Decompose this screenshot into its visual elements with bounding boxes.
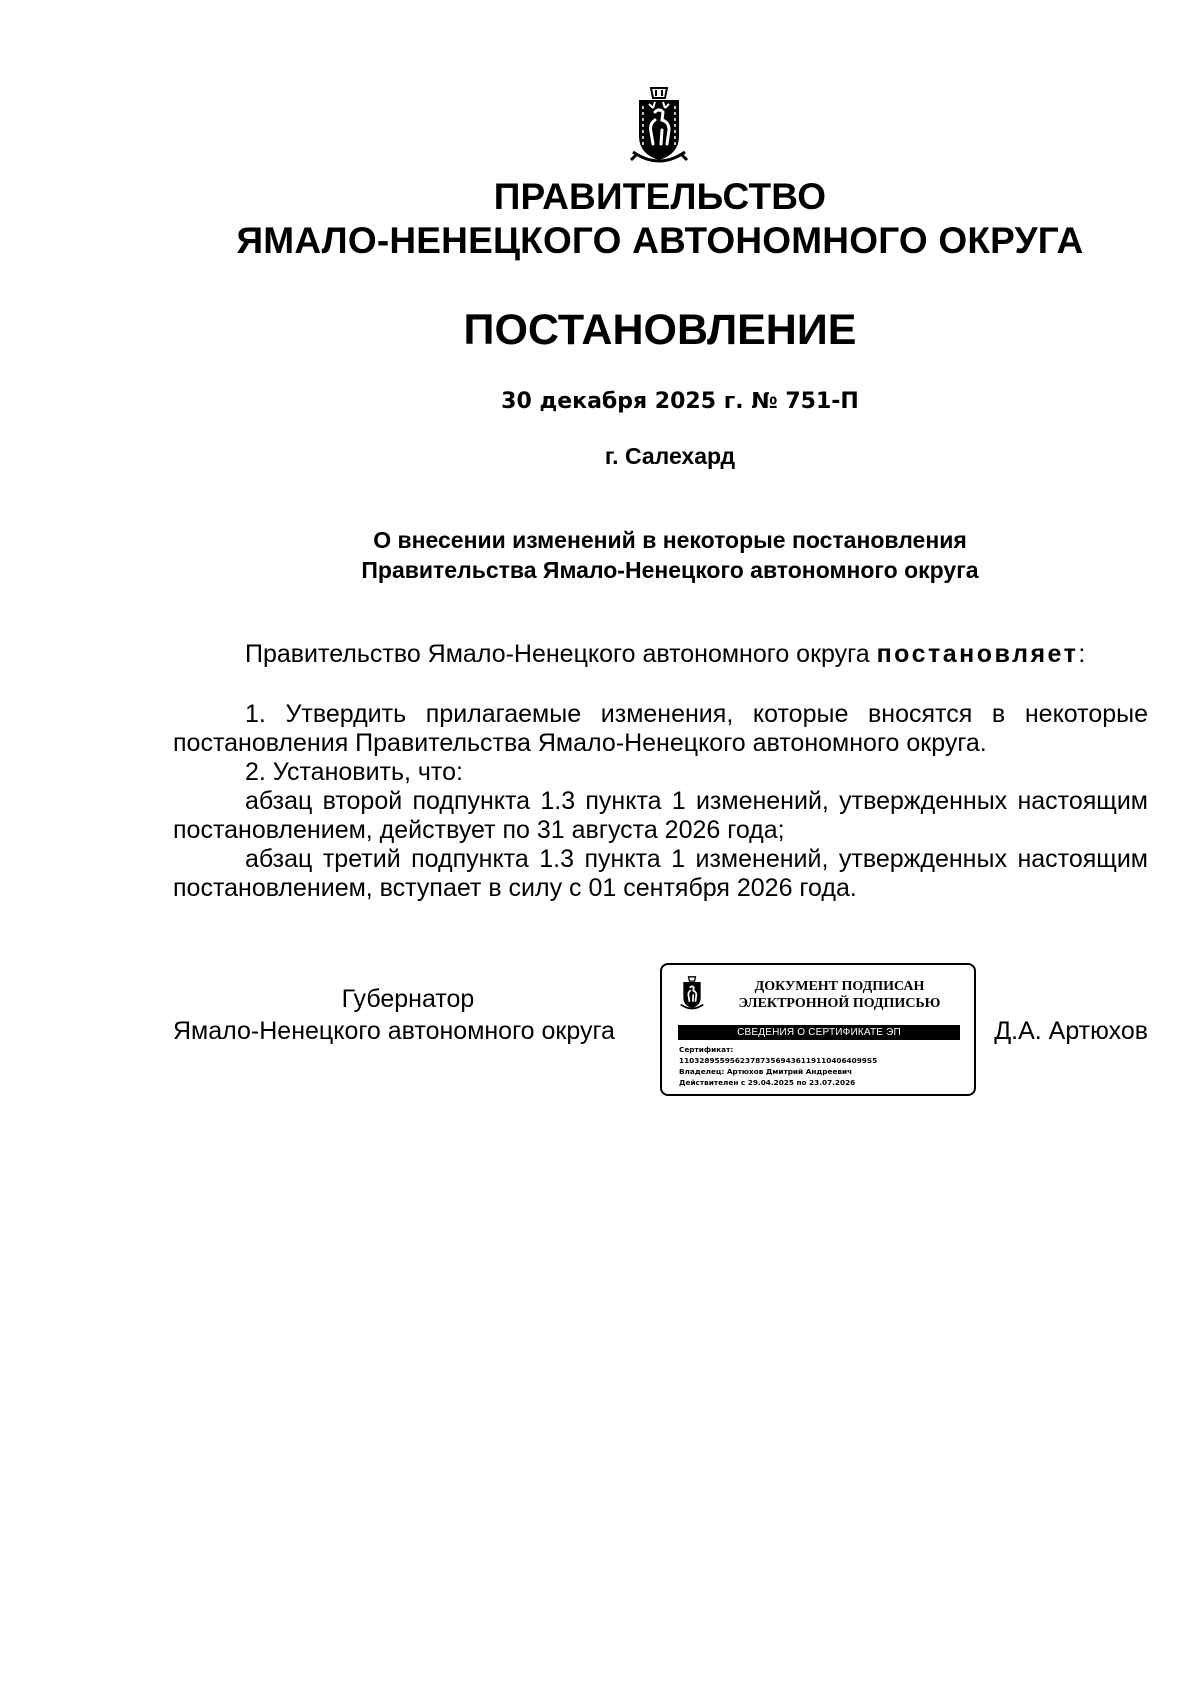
coat-of-arms-icon xyxy=(629,86,689,174)
org-title-line1: ПРАВИТЕЛЬСТВО xyxy=(493,176,827,217)
stamp-title-line2: ЭЛЕКТРОННОЙ ПОДПИСЬЮ xyxy=(738,996,941,1011)
intro-keyword: постановляет xyxy=(876,640,1079,668)
coat-of-arms-icon xyxy=(679,975,705,1015)
stamp-title xyxy=(717,978,962,1012)
certificate-validity: Действителен с 29.04.2025 по 23.07.2026 xyxy=(679,1078,856,1087)
subject-line2: Правительства Ямало-Ненецкого автономного округа xyxy=(361,557,979,583)
signatory-name: Д.А. Артюхов xyxy=(994,1017,1148,1045)
intro-suffix: : xyxy=(1078,640,1086,668)
subject-line1: О внесении изменений в некоторые постановления xyxy=(373,527,967,553)
paragraph: 1. Утвердить прилагаемые изменения, которые вносятся в некоторые постановления Правительства Ямало-Ненецкого автономного округа. xyxy=(173,700,1148,757)
paragraph: 2. Установить, что: xyxy=(245,758,463,786)
stamp-certificate-info xyxy=(679,1044,969,1088)
resolution-intro xyxy=(173,640,1148,669)
certificate-label: Сертификат: xyxy=(679,1045,734,1054)
document-date-number: 30 декабря 2025 г. № 751-П xyxy=(501,389,859,414)
document-city: г. Салехард xyxy=(604,443,736,469)
paragraph: абзац третий подпункта 1.3 пункта 1 изменений, утвержденных настоящим постановлением, вступает в силу с 01 сентября 2026 года. xyxy=(173,845,1148,902)
electronic-signature-stamp xyxy=(660,963,976,1096)
signatory-post xyxy=(173,983,643,1047)
stamp-title-line1: ДОКУМЕНТ ПОДПИСАН xyxy=(754,979,925,994)
resolution-items xyxy=(173,700,1148,903)
stamp-certificate-bar: СВЕДЕНИЯ О СЕРТИФИКАТЕ ЭП xyxy=(678,1025,960,1040)
paragraph: абзац второй подпункта 1.3 пункта 1 изменений, утвержденных настоящим постановлением, действует по 31 августа 2026 года; xyxy=(173,787,1148,844)
document-type: ПОСТАНОВЛЕНИЕ xyxy=(463,306,857,354)
intro-prefix: Правительство Ямало-Ненецкого автономного округа xyxy=(245,640,877,668)
org-title-line2: ЯМАЛО-НЕНЕЦКОГО АВТОНОМНОГО ОКРУГА xyxy=(236,220,1084,261)
signatory-post-line1: Губернатор xyxy=(341,985,475,1013)
signatory-post-line2: Ямало-Ненецкого автономного округа xyxy=(173,1017,615,1045)
certificate-owner: Владелец: Артюхов Дмитрий Андреевич xyxy=(679,1067,853,1076)
certificate-number: 1103289559562378735694361191104064099S5 xyxy=(679,1056,878,1065)
